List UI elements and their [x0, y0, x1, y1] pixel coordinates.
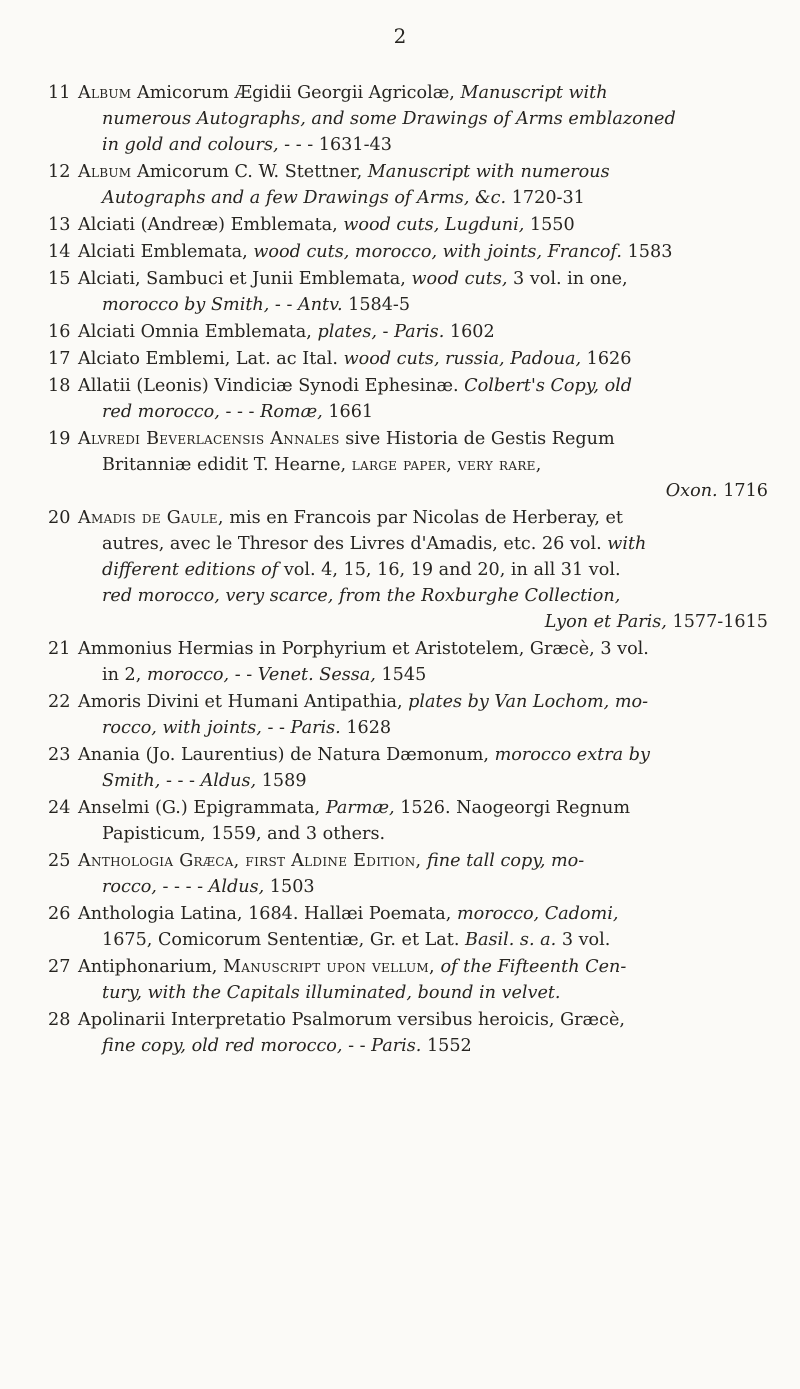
- catalogue-entry: [48, 1007, 768, 1059]
- entry-text: Alciati, Sambuci et Junii Emblemata,: [78, 269, 412, 289]
- entry-text: 1584-5: [342, 295, 411, 315]
- entry-text: fine copy, old red morocco,: [102, 1036, 343, 1056]
- entry-text: - - -: [219, 402, 261, 422]
- entry-text: Aldus,: [208, 877, 265, 897]
- entry-text: Antiphonarium,: [78, 957, 223, 977]
- entry-text: rocco, with joints,: [102, 718, 262, 738]
- entry-number: 23: [48, 745, 71, 765]
- entry-number: 17: [48, 349, 71, 369]
- entry-text: rocco,: [102, 877, 157, 897]
- entry-text: Colbert's Copy, old: [464, 376, 633, 396]
- entry-line: [78, 689, 768, 715]
- entry-line: [78, 901, 768, 927]
- entry-line: [78, 980, 768, 1006]
- entry-text: - -: [261, 718, 291, 738]
- entry-text: 1675, Comicorum Sententiæ, Gr. et Lat.: [102, 930, 466, 950]
- entry-line: [78, 557, 768, 583]
- entry-text: Anselmi (G.) Epigrammata,: [78, 798, 326, 818]
- entry-text: Paris.: [290, 718, 341, 738]
- entry-number: 13: [48, 215, 71, 235]
- entry-text: 1503: [264, 877, 315, 897]
- entry-line: [78, 531, 768, 557]
- entry-text: different editions of: [102, 560, 279, 580]
- entry-text: Basil. s. a.: [465, 930, 557, 950]
- entry-text: morocco, Cadomi,: [456, 904, 619, 924]
- entry-text: 1589: [256, 771, 307, 791]
- entry-number: 15: [48, 269, 71, 289]
- entry-line: [78, 426, 768, 452]
- entry-number: 16: [48, 322, 71, 342]
- catalogue-entry: [48, 266, 768, 318]
- entry-text: Album: [78, 162, 132, 182]
- entry-text: Allatii (Leonis) Vindiciæ Synodi Ephesinæ.: [78, 376, 465, 396]
- entry-text: 1720-31: [506, 188, 585, 208]
- entry-text: - - -: [160, 771, 201, 791]
- entry-text: Anania (Jo. Laurentius) de Natura Dæmonum,: [78, 745, 495, 765]
- entry-text: Amicorum Ægidii Georgii Agricolæ,: [131, 83, 461, 103]
- catalogue-entry: [48, 742, 768, 794]
- entry-text: Alciati Emblemata,: [78, 242, 254, 262]
- entry-text: Alciato Emblemi, Lat. ac Ital.: [78, 349, 344, 369]
- entry-text: - -: [269, 295, 298, 315]
- entry-line: [78, 292, 768, 318]
- entry-text: Anthologia Latina, 1684. Hallæi Poemata,: [78, 904, 457, 924]
- entry-line: [78, 583, 768, 609]
- entry-number: 27: [48, 957, 71, 977]
- entry-text: Papisticum, 1559, and 3 others.: [102, 824, 386, 844]
- entry-line: [78, 452, 768, 478]
- entry-text: -: [376, 322, 395, 342]
- entry-text: Lyon et Paris,: [544, 612, 667, 632]
- catalogue-entry: [48, 239, 768, 265]
- entry-text: 1577-1615: [666, 612, 768, 632]
- entry-text: autres, avec le Thresor des Livres d'Amadis, etc. 26 vol.: [102, 534, 608, 554]
- entry-text: 1550: [524, 215, 575, 235]
- entry-text: vol. 4, 15, 16, 19 and 20, in all 31 vol.: [278, 560, 621, 580]
- entry-text: 1552: [421, 1036, 472, 1056]
- catalogue-entry: [48, 505, 768, 635]
- entry-text: 1545: [375, 665, 427, 685]
- entry-number: 20: [48, 508, 71, 528]
- entry-line: [78, 80, 768, 106]
- entry-line: [78, 478, 768, 504]
- entry-line: [78, 346, 768, 372]
- entry-text: with: [607, 534, 647, 554]
- entry-text: numerous Autographs, and some Drawings of Arms emblazoned: [102, 109, 676, 129]
- entry-line: [78, 373, 768, 399]
- entry-text: Lugduni,: [444, 215, 525, 235]
- entry-text: Alvredi Beverlacensis Annales: [78, 429, 340, 449]
- entry-line: [78, 662, 768, 688]
- entry-text: Britanniæ edidit T. Hearne,: [102, 455, 352, 475]
- entry-line: [78, 132, 768, 158]
- entry-number: 26: [48, 904, 71, 924]
- entry-number: 24: [48, 798, 71, 818]
- entry-text: 1716: [717, 481, 768, 501]
- entry-text: Manuscript upon vellum,: [222, 957, 435, 977]
- entry-line: [78, 715, 768, 741]
- entry-number: 18: [48, 376, 71, 396]
- catalogue-entry: [48, 80, 768, 158]
- entry-text: 1526. Naogeorgi Regnum: [394, 798, 631, 818]
- entry-number: 21: [48, 639, 71, 659]
- entry-text: 1661: [322, 402, 374, 422]
- entry-text: Aldus,: [200, 771, 257, 791]
- entry-number: 19: [48, 429, 71, 449]
- entry-text: morocco by Smith,: [102, 295, 270, 315]
- catalogue-entry: [48, 954, 768, 1006]
- entry-line: [78, 848, 768, 874]
- catalogue-entry: [48, 159, 768, 211]
- catalogue-entry: [48, 901, 768, 953]
- entry-text: Venet. Sessa,: [257, 665, 376, 685]
- page-number: 2: [393, 24, 407, 48]
- entry-text: Amoris Divini et Humani Antipathia,: [78, 692, 409, 712]
- entry-text: - -: [229, 665, 258, 685]
- entry-text: wood cuts, russia,: [343, 349, 505, 369]
- entry-line: [78, 795, 768, 821]
- entry-text: wood cuts,: [343, 215, 440, 235]
- entry-text: Paris.: [394, 322, 445, 342]
- entry-text: - -: [342, 1036, 372, 1056]
- entry-text: wood cuts, morocco, with joints, Francof.: [253, 242, 623, 262]
- entry-text: 1602: [444, 322, 495, 342]
- entry-text: large paper, very rare,: [351, 455, 542, 475]
- entry-text: in 2,: [102, 665, 147, 685]
- entry-line: [78, 505, 768, 531]
- entry-text: morocco,: [146, 665, 230, 685]
- entry-line: [78, 874, 768, 900]
- entry-text: Romæ,: [260, 402, 323, 422]
- entry-text: fine tall copy, mo-: [427, 851, 585, 871]
- entry-text: plates by Van Lochom, mo-: [408, 692, 649, 712]
- catalogue-entry: [48, 636, 768, 688]
- entry-number: 25: [48, 851, 71, 871]
- entry-line: [78, 399, 768, 425]
- entry-line: [78, 636, 768, 662]
- entry-text: Amadis de Gaule,: [78, 508, 224, 528]
- entry-text: Smith,: [102, 771, 161, 791]
- entry-text: in gold and colours,: [102, 135, 279, 155]
- entry-text: Anthologia Græca, first Aldine Edition,: [78, 851, 422, 871]
- entry-text: Oxon.: [665, 481, 718, 501]
- entry-text: 1583: [622, 242, 673, 262]
- catalogue-entry: [48, 212, 768, 238]
- entry-text: of the Fifteenth Cen-: [440, 957, 627, 977]
- entry-text: Alciati Omnia Emblemata,: [78, 322, 318, 342]
- entry-number: 28: [48, 1010, 71, 1030]
- entry-text: 3 vol.: [556, 930, 611, 950]
- entry-text: - - - -: [156, 877, 209, 897]
- entry-line: [78, 159, 768, 185]
- entry-number: 11: [48, 83, 71, 103]
- entry-text: Apolinarii Interpretatio Psalmorum versibus heroicis, Græcè,: [78, 1010, 625, 1030]
- entry-text: morocco extra by: [494, 745, 650, 765]
- entry-text: plates,: [317, 322, 377, 342]
- entry-text: wood cuts,: [411, 269, 508, 289]
- entry-text: 1628: [340, 718, 392, 738]
- entry-line: [78, 212, 768, 238]
- catalogue-list: [48, 80, 768, 1060]
- entry-text: sive Historia de Gestis Regum: [339, 429, 615, 449]
- catalogue-entry: [48, 689, 768, 741]
- entry-line: [78, 609, 768, 635]
- entry-line: [78, 1033, 768, 1059]
- entry-text: Padoua,: [510, 349, 582, 369]
- entry-text: Autographs and a few Drawings of Arms, &c.: [102, 188, 507, 208]
- entry-number: 22: [48, 692, 71, 712]
- catalogue-entry: [48, 795, 768, 847]
- catalogue-entry: [48, 319, 768, 345]
- entry-line: [78, 239, 768, 265]
- entry-text: red morocco,: [102, 402, 220, 422]
- entry-text: Parmæ,: [325, 798, 395, 818]
- entry-text: 3 vol. in one,: [507, 269, 628, 289]
- entry-text: mis en Francois par Nicolas de Herberay, et: [223, 508, 623, 528]
- entry-line: [78, 954, 768, 980]
- entry-text: - - - 1631-43: [278, 135, 392, 155]
- entry-line: [78, 266, 768, 292]
- entry-line: [78, 319, 768, 345]
- entry-text: Paris.: [371, 1036, 422, 1056]
- entry-number: 12: [48, 162, 71, 182]
- catalogue-entry: [48, 426, 768, 504]
- entry-text: 1626: [581, 349, 632, 369]
- entry-line: [78, 927, 768, 953]
- entry-text: Alciati (Andreæ) Emblemata,: [78, 215, 344, 235]
- entry-text: Album: [78, 83, 132, 103]
- entry-text: Antv.: [298, 295, 343, 315]
- entry-line: [78, 821, 768, 847]
- entry-number: 14: [48, 242, 71, 262]
- entry-text: Manuscript with: [460, 83, 608, 103]
- entry-line: [78, 742, 768, 768]
- entry-text: Ammonius Hermias in Porphyrium et Aristotelem, Græcè, 3 vol.: [78, 639, 649, 659]
- catalogue-entry: [48, 373, 768, 425]
- entry-line: [78, 1007, 768, 1033]
- entry-line: [78, 768, 768, 794]
- catalogue-entry: [48, 346, 768, 372]
- entry-text: Manuscript with numerous: [367, 162, 610, 182]
- catalogue-entry: [48, 848, 768, 900]
- entry-line: [78, 106, 768, 132]
- entry-text: red morocco, very scarce, from the Roxburghe Collection,: [102, 586, 621, 606]
- entry-line: [78, 185, 768, 211]
- entry-text: Amicorum C. W. Stettner,: [131, 162, 368, 182]
- entry-text: tury, with the Capitals illuminated, bound in velvet.: [102, 983, 561, 1003]
